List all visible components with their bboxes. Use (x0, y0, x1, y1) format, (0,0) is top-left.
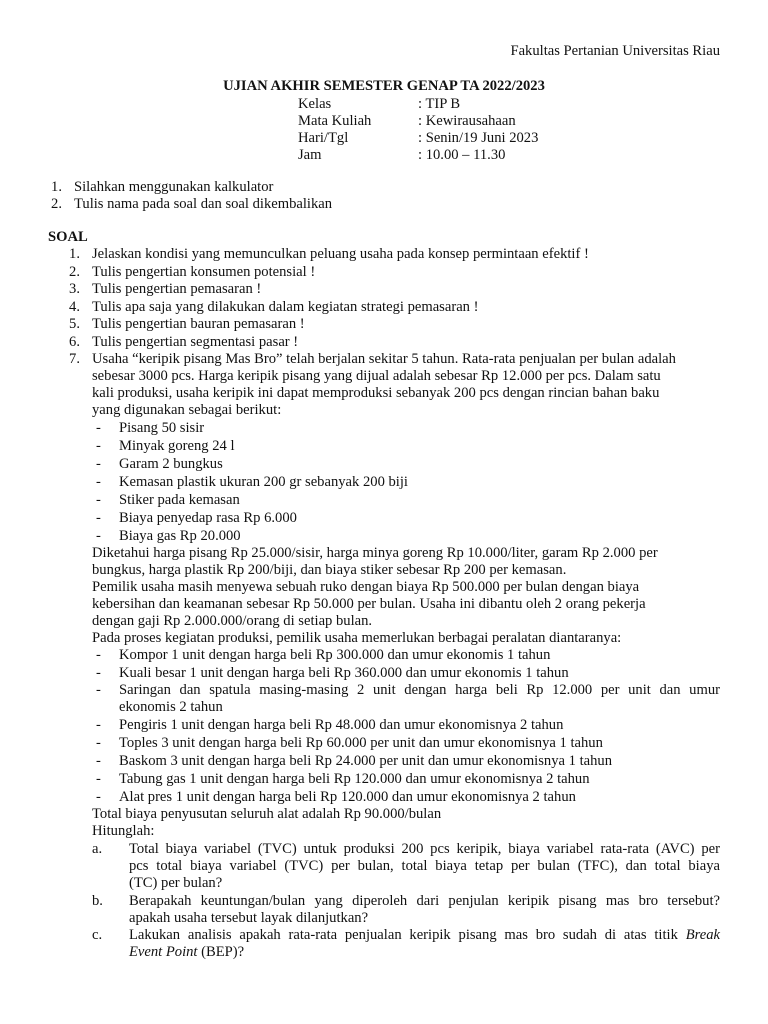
question-number: 2. (69, 264, 80, 280)
question-number: 5. (69, 316, 80, 332)
subquestion-a (92, 841, 720, 859)
equipment-item (92, 647, 720, 665)
subquestion-text: Total biaya variabel (TVC) untuk produksi 200 pcs keripik, biaya variabel rata-rata (AVC) per (129, 841, 720, 857)
material-text: Stiker pada kemasan (119, 492, 240, 508)
subquestion-a-cont (92, 875, 720, 893)
subquestion-b-cont (92, 910, 720, 928)
dash-bullet: - (96, 665, 101, 681)
subquestion-label: b. (92, 893, 103, 909)
question-text: Jelaskan kondisi yang memunculkan peluang usaha pada konsep permintaan efektif ! (92, 246, 589, 262)
exam-title: UJIAN AKHIR SEMESTER GENAP TA 2022/2023 (223, 78, 545, 94)
equipment-item (92, 717, 720, 735)
question-text-cont: sebesar 3000 pcs. Harga keripik pisang yang dijual adalah sebesar Rp 12.000 per pcs. Dalam satu (92, 368, 661, 384)
question-text: Usaha “keripik pisang Mas Bro” telah berjalan sekitar 5 tahun. Rata-rata penjualan per bulan adalah (92, 351, 676, 367)
dash-bullet: - (96, 510, 101, 526)
equipment-text: Alat pres 1 unit dengan harga beli Rp 120.000 dan umur ekonomisnya 2 tahun (119, 789, 576, 805)
paragraph-line: dengan gaji Rp 2.000.000/orang di setiap bulan. (92, 613, 373, 629)
subquestion-text-line (129, 927, 720, 945)
material-text: Biaya gas Rp 20.000 (119, 528, 241, 544)
material-text: Biaya penyedap rasa Rp 6.000 (119, 510, 297, 526)
material-text: Kemasan plastik ukuran 200 gr sebanyak 200 biji (119, 474, 408, 490)
equipment-text: Kuali besar 1 unit dengan harga beli Rp 360.000 dan umur ekonomis 1 tahun (119, 665, 569, 681)
instruction-number: 1. (51, 179, 62, 195)
equipment-item (92, 789, 720, 807)
subquestion-text: apakah usaha tersebut layak dilanjutkan? (129, 910, 369, 926)
subquestion-text: (BEP)? (197, 944, 245, 960)
instruction-text: Tulis nama pada soal dan soal dikembalikan (74, 196, 333, 212)
dash-bullet: - (96, 474, 101, 490)
question-text: Tulis pengertian bauran pemasaran ! (92, 316, 305, 332)
bep-term-italic: Break (685, 927, 720, 943)
subquestion-label: c. (92, 927, 103, 943)
equipment-text: Tabung gas 1 unit dengan harga beli Rp 120.000 dan umur ekonomisnya 2 tahun (119, 771, 590, 787)
faculty-header: Fakultas Pertanian Universitas Riau (510, 43, 720, 59)
info-label: Jam (298, 147, 322, 163)
material-item (92, 528, 720, 546)
equipment-text: ekonomis 2 tahun (119, 699, 223, 715)
paragraph-line: bungkus, harga plastik Rp 200/biji, dan biaya stiker sebesar Rp 200 per kemasan. (92, 562, 567, 578)
info-label: Hari/Tgl (298, 130, 349, 146)
equipment-text: Baskom 3 unit dengan harga beli Rp 24.000 per unit dan umur ekonomisnya 1 tahun (119, 753, 613, 769)
question-number: 7. (69, 351, 80, 367)
dash-bullet: - (96, 528, 101, 544)
question-item (66, 351, 720, 369)
paragraph-line: Pemilik usaha masih menyewa sebuah ruko dengan biaya Rp 500.000 per bulan dengan biaya (92, 579, 640, 595)
material-item (92, 492, 720, 510)
subquestion-label: a. (92, 841, 103, 857)
dash-bullet: - (96, 647, 101, 663)
equipment-item (92, 682, 720, 700)
paragraph-line: Diketahui harga pisang Rp 25.000/sisir, harga minya goreng Rp 10.000/liter, garam Rp 2.000 per (92, 545, 658, 561)
dash-bullet: - (96, 456, 101, 472)
question-number: 3. (69, 281, 80, 297)
instruction-number: 2. (51, 196, 62, 212)
material-text: Pisang 50 sisir (119, 420, 205, 436)
info-value: : 10.00 – 11.30 (418, 147, 506, 163)
question-text: Tulis pengertian segmentasi pasar ! (92, 334, 299, 350)
equipment-item (92, 735, 720, 753)
dash-bullet: - (96, 717, 101, 733)
subquestion-text: Lakukan analisis apakah rata-rata penjualan keripik pisang mas bro sudah di atas titik (129, 927, 678, 943)
question-number: 1. (69, 246, 80, 262)
material-text: Garam 2 bungkus (119, 456, 223, 472)
question-item (66, 246, 720, 264)
subquestion-text: Berapakah keuntungan/bulan yang diperoleh dari penjulan keripik pisang mas bro tersebut? (129, 893, 720, 909)
depreciation-line: Total biaya penyusutan seluruh alat adalah Rp 90.000/bulan (92, 806, 442, 822)
equipment-text: Toples 3 unit dengan harga beli Rp 60.000 per unit dan umur ekonomisnya 1 tahun (119, 735, 603, 751)
equipment-item (92, 753, 720, 771)
material-item (92, 456, 720, 474)
material-item (92, 474, 720, 492)
info-value: : Kewirausahaan (418, 113, 516, 129)
soal-heading: SOAL (48, 229, 88, 245)
question-text: Tulis pengertian pemasaran ! (92, 281, 262, 297)
dash-bullet: - (96, 735, 101, 751)
question-text-cont: yang digunakan sebagai berikut: (92, 402, 282, 418)
equipment-text: Kompor 1 unit dengan harga beli Rp 300.000 dan umur ekonomis 1 tahun (119, 647, 551, 663)
equipment-item-cont (92, 699, 720, 717)
dash-bullet: - (96, 789, 101, 805)
subquestion-text-line (129, 944, 244, 962)
dash-bullet: - (96, 771, 101, 787)
question-item (66, 281, 720, 299)
instruction-text: Silahkan menggunakan kalkulator (74, 179, 274, 195)
question-number: 6. (69, 334, 80, 350)
subquestion-b (92, 893, 720, 911)
question-text-cont: kali produksi, usaha keripik ini dapat memproduksi sebanyak 200 pcs dengan rincian bahan baku (92, 385, 660, 401)
subquestion-c (92, 927, 720, 945)
dash-bullet: - (96, 753, 101, 769)
subquestion-a-cont (92, 858, 720, 876)
subquestion-text: (TC) per bulan? (129, 875, 223, 891)
material-item (92, 438, 720, 456)
dash-bullet: - (96, 438, 101, 454)
bep-term-italic: Event Point (129, 944, 198, 960)
material-text: Minyak goreng 24 l (119, 438, 235, 454)
material-item (92, 420, 720, 438)
question-item (66, 316, 720, 334)
equipment-item (92, 771, 720, 789)
info-label: Kelas (298, 96, 332, 112)
paragraph-line: kebersihan dan keamanan sebesar Rp 50.000 per bulan. Usaha ini dibantu oleh 2 orang pekerja (92, 596, 646, 612)
subquestion-c-cont (92, 944, 720, 962)
equipment-item (92, 665, 720, 683)
equipment-text: Pengiris 1 unit dengan harga beli Rp 48.000 dan umur ekonomisnya 2 tahun (119, 717, 564, 733)
paragraph-line: Pada proses kegiatan produksi, pemilik usaha memerlukan berbagai peralatan diantaranya: (92, 630, 622, 646)
hitunglah-label: Hitunglah: (92, 823, 155, 839)
question-text: Tulis pengertian konsumen potensial ! (92, 264, 316, 280)
question-item (66, 264, 720, 282)
subquestion-text: pcs total biaya variabel (TVC) per bulan, total biaya tetap per bulan (TFC), dan total biaya (129, 858, 720, 874)
question-item (66, 299, 720, 317)
dash-bullet: - (96, 492, 101, 508)
question-item (66, 334, 720, 352)
dash-bullet: - (96, 682, 101, 698)
question-text: Tulis apa saja yang dilakukan dalam kegiatan strategi pemasaran ! (92, 299, 479, 315)
equipment-text: Saringan dan spatula masing-masing 2 unit dengan harga beli Rp 12.000 per unit dan umur (119, 682, 720, 698)
info-value: : Senin/19 Juni 2023 (418, 130, 539, 146)
question-number: 4. (69, 299, 80, 315)
dash-bullet: - (96, 420, 101, 436)
info-label: Mata Kuliah (298, 113, 372, 129)
material-item (92, 510, 720, 528)
info-value: : TIP B (418, 96, 461, 112)
